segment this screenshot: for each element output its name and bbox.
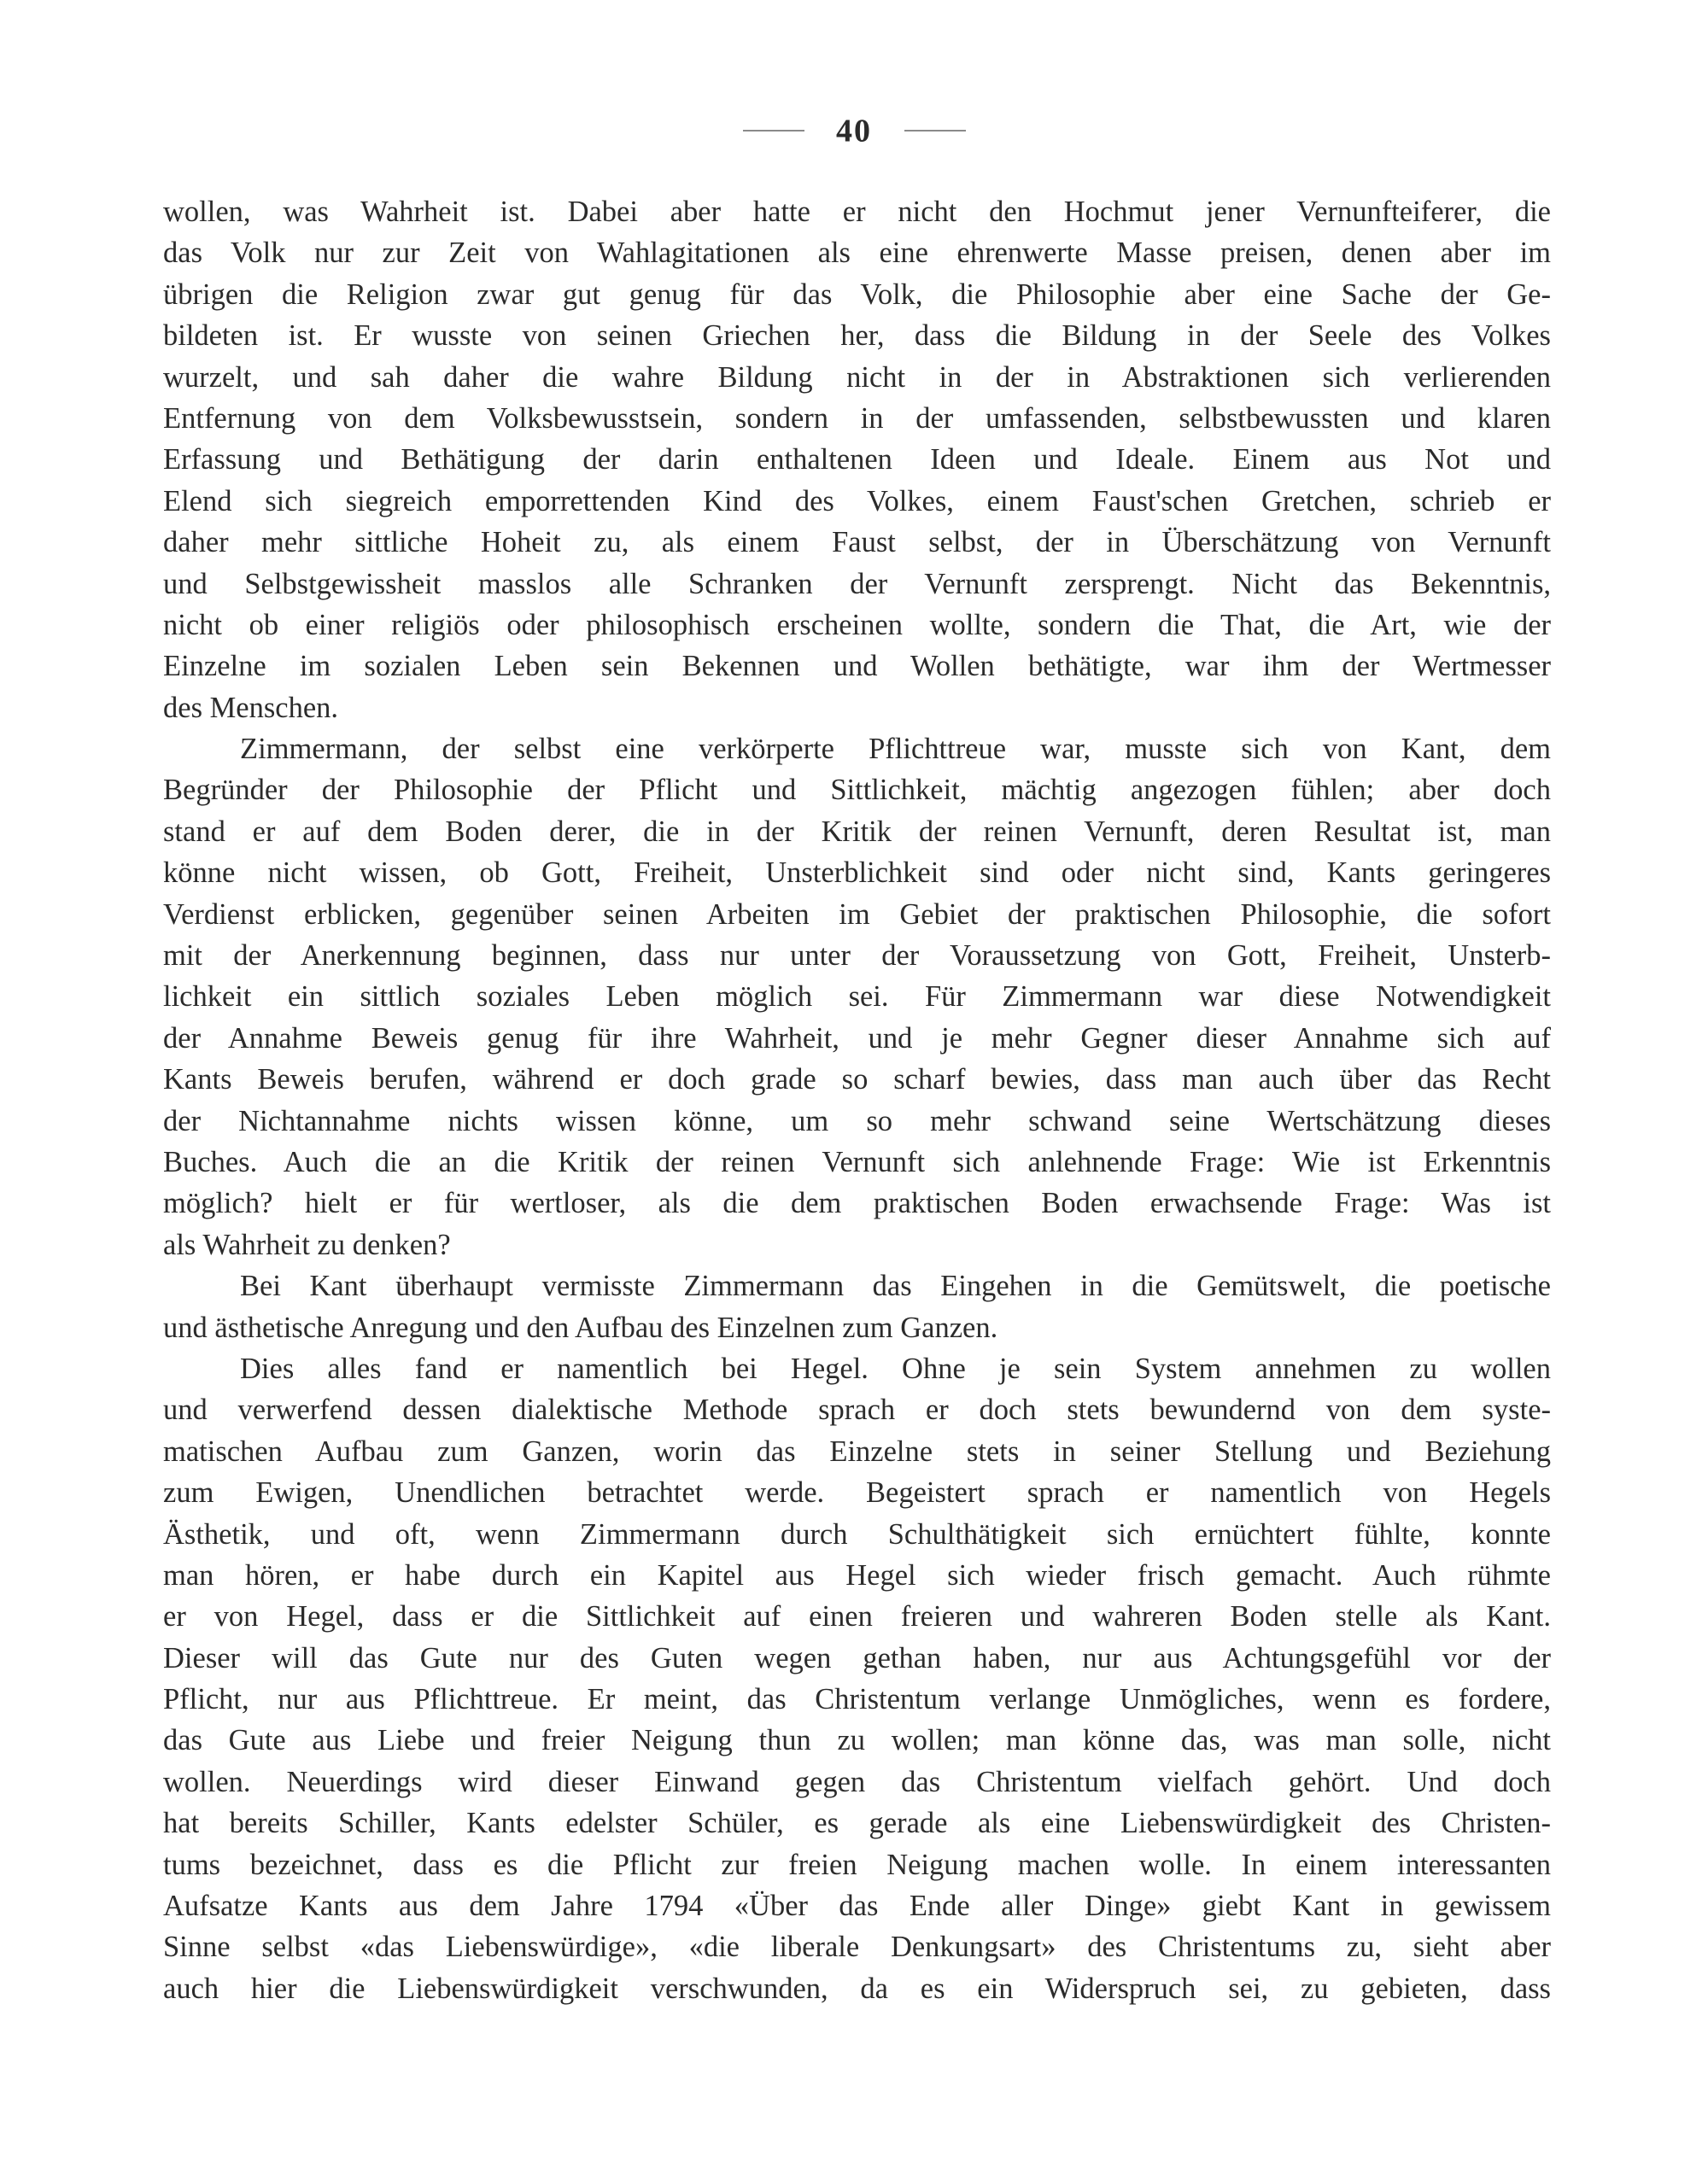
text-line: nicht ob einer religiös oder philosophisch erscheinen wollte, sondern die That, die Art, wie der bbox=[163, 608, 1551, 641]
header-rule-left bbox=[743, 130, 804, 131]
text-line: Kants Beweis berufen, während er doch grade so scharf bewies, dass man auch über das Recht bbox=[163, 1063, 1551, 1096]
text-line: stand er auf dem Boden derer, die in der Kritik der reinen Vernunft, deren Resultat ist, man bbox=[163, 815, 1551, 848]
text-line: als Wahrheit zu denken? bbox=[163, 1228, 451, 1261]
text-line: lichkeit ein sittlich soziales Leben möglich sei. Für Zimmermann war diese Notwendigkeit bbox=[163, 980, 1551, 1014]
text-line: hat bereits Schiller, Kants edelster Schüler, es gerade als eine Liebenswürdigkeit des Christen- bbox=[163, 1807, 1551, 1840]
text-line: Verdienst erblicken, gegenüber seinen Arbeiten im Gebiet der praktischen Philosophie, die sofort bbox=[163, 897, 1551, 931]
text-line: könne nicht wissen, ob Gott, Freiheit, Unsterblichkeit sind oder nicht sind, Kants geringeres bbox=[163, 856, 1551, 890]
text-line: möglich? hielt er für wertloser, als die dem praktischen Boden erwachsende Frage: Was ist bbox=[163, 1187, 1551, 1220]
text-line: auch hier die Liebenswürdigkeit verschwunden, da es ein Widerspruch sei, zu gebieten, dass bbox=[163, 1972, 1551, 2005]
text-line: das Volk nur zur Zeit von Wahlagitationen als eine ehrenwerte Masse preisen, denen aber im bbox=[163, 237, 1551, 270]
text-line: der Annahme Beweis genug für ihre Wahrheit, und je mehr Gegner dieser Annahme sich auf bbox=[163, 1021, 1551, 1055]
text-line: Pflicht, nur aus Pflichttreue. Er meint, das Christentum verlange Unmögliches, wenn es fordere, bbox=[163, 1683, 1551, 1716]
text-line: Bei Kant überhaupt vermisste Zimmermann das Eingehen in die Gemütswelt, die poetische bbox=[240, 1270, 1551, 1303]
text-line: Erfassung und Bethätigung der darin enthaltenen Ideen und Ideale. Einem aus Not und bbox=[163, 443, 1551, 476]
text-line: er von Hegel, dass er die Sittlichkeit auf einen freieren und wahreren Boden stelle als Kant. bbox=[163, 1600, 1551, 1633]
text-line: und verwerfend dessen dialektische Methode sprach er doch stets bewundernd von dem syste- bbox=[163, 1394, 1551, 1427]
text-line: des Menschen. bbox=[163, 691, 339, 724]
text-line: Zimmermann, der selbst eine verkörperte Pflichttreue war, musste sich von Kant, dem bbox=[240, 733, 1551, 766]
text-line: Buches. Auch die an die Kritik der reinen Vernunft sich anlehnende Frage: Wie ist Erkenntnis bbox=[163, 1145, 1551, 1178]
text-line: Dies alles fand er namentlich bei Hegel. Ohne je sein System annehmen zu wollen bbox=[240, 1352, 1551, 1385]
text-line: Dieser will das Gute nur des Guten wegen gethan haben, nur aus Achtungsgefühl vor der bbox=[163, 1641, 1551, 1674]
text-line: matischen Aufbau zum Ganzen, worin das Einzelne stets in seiner Stellung und Beziehung bbox=[163, 1435, 1551, 1468]
text-line: man hören, er habe durch ein Kapitel aus Hegel sich wieder frisch gemacht. Auch rühmte bbox=[163, 1558, 1551, 1592]
page-header bbox=[0, 109, 1708, 149]
text-line: wollen, was Wahrheit ist. Dabei aber hatte er nicht den Hochmut jener Vernunfteiferer, die bbox=[163, 196, 1551, 228]
text-line: Ästhetik, und oft, wenn Zimmermann durch Schulthätigkeit sich ernüchtert fühlte, konnte bbox=[163, 1517, 1551, 1551]
text-line: Entfernung von dem Volksbewusstsein, sondern in der umfassenden, selbstbewussten und klaren bbox=[163, 401, 1551, 435]
text-line: bildeten ist. Er wusste von seinen Griechen her, dass die Bildung in der Seele des Volkes bbox=[163, 319, 1551, 353]
text-line: mit der Anerkennung beginnen, dass nur unter der Voraussetzung von Gott, Freiheit, Unsterb- bbox=[163, 939, 1551, 973]
text-line: und ästhetische Anregung und den Aufbau des Einzelnen zum Ganzen. bbox=[163, 1311, 998, 1344]
page-number: 40 bbox=[836, 113, 872, 149]
text-line: übrigen die Religion zwar gut genug für das Volk, die Philosophie aber eine Sache der Ge- bbox=[163, 278, 1551, 311]
header-rule-right bbox=[904, 130, 966, 131]
text-line: daher mehr sittliche Hoheit zu, als einem Faust selbst, der in Überschätzung von Vernunft bbox=[163, 526, 1551, 559]
text-line: Einzelne im sozialen Leben sein Bekennen und Wollen bethätigte, war ihm der Wertmesser bbox=[163, 650, 1551, 683]
text-line: tums bezeichnet, dass es die Pflicht zur freien Neigung machen wolle. In einem interessanten bbox=[163, 1848, 1551, 1881]
text-line: Begründer der Philosophie der Pflicht und Sittlichkeit, mächtig angezogen fühlen; aber doch bbox=[163, 774, 1551, 807]
text-line: und Selbstgewissheit masslos alle Schranken der Vernunft zersprengt. Nicht das Bekenntnis, bbox=[163, 567, 1551, 600]
text-line: der Nichtannahme nichts wissen könne, um so mehr schwand seine Wertschätzung dieses bbox=[163, 1104, 1551, 1137]
text-line: Aufsatze Kants aus dem Jahre 1794 «Über das Ende aller Dinge» giebt Kant in gewissem bbox=[163, 1890, 1551, 1923]
body-text bbox=[163, 191, 1551, 2009]
text-line: wollen. Neuerdings wird dieser Einwand gegen das Christentum vielfach gehört. Und doch bbox=[163, 1765, 1551, 1798]
text-line: wurzelt, und sah daher die wahre Bildung nicht in der in Abstraktionen sich verlierenden bbox=[163, 360, 1551, 394]
text-line: Elend sich siegreich emporrettenden Kind des Volkes, einem Faust'schen Gretchen, schrieb er bbox=[163, 484, 1551, 517]
text-line: das Gute aus Liebe und freier Neigung thun zu wollen; man könne das, was man solle, nicht bbox=[163, 1724, 1551, 1757]
text-line: zum Ewigen, Unendlichen betrachtet werde. Begeistert sprach er namentlich von Hegels bbox=[163, 1476, 1551, 1510]
text-line: Sinne selbst «das Liebenswürdige», «die liberale Denkungsart» des Christentums zu, sieht aber bbox=[163, 1931, 1551, 1964]
